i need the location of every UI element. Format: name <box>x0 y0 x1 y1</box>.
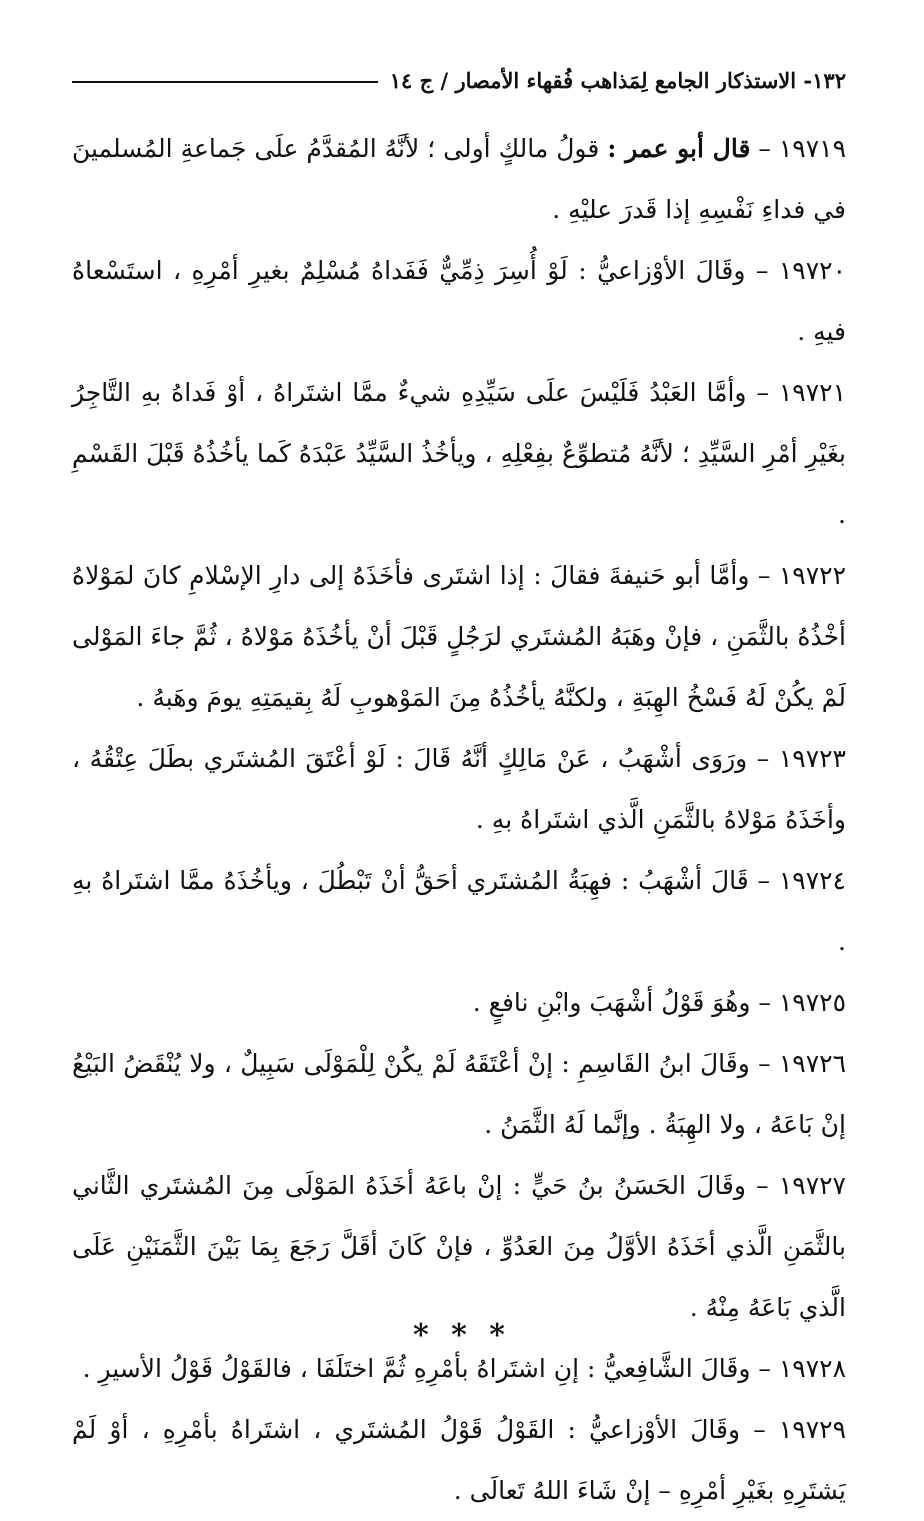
paragraph-number: ١٩٧٢٨ – <box>758 1354 846 1383</box>
paragraph-text: وقَالَ الأوْزاعيُّ : لَوْ أُسِرَ ذِمِّيٌّ فَفَداهُ مُسْلِمٌ بغيرِ أمْرِهِ ، استَسْعاهُ فيهِ . <box>72 256 846 346</box>
paragraph-number: ١٩٧٢٧ – <box>756 1171 846 1200</box>
paragraph-19722 <box>72 545 846 728</box>
paragraph-text: وأمَّا العَبْدُ فَلَيْسَ علَى سَيِّدِهِ شيءٌ ممَّا اشتَراهُ ، أوْ فَداهُ بهِ التَّاجِرُ بغَيْرِ أمْرِ السَّيِّدِ ؛ لأنَّهُ مُتطوِّعٌ بفِعْلِهِ ، ويأخُذُ السَّيِّدُ عَبْدَهُ كَما يأخُذُهُ قَبْلَ القَسْمِ . <box>72 378 846 529</box>
paragraph-19720 <box>72 240 846 362</box>
paragraph-19726 <box>72 1033 846 1155</box>
paragraph-number: ١٩٧٢١ – <box>756 378 846 407</box>
paragraph-19719 <box>72 118 846 240</box>
paragraph-19724 <box>72 850 846 972</box>
paragraph-text: وقَالَ الحَسَنُ بنُ حَيٍّ : إنْ باعَهُ أخَذَهُ المَوْلَى مِنَ المُشتَري الثَّاني بالثَّمَنِ الَّذي أخَذَهُ الأوَّلُ مِنَ العَدُوِّ ، فإنْ كَانَ أقَلَّ رَجَعَ بِمَا بَيْنَ الثَّمَنَيْنِ عَلَى الَّذي بَاعَهُ مِنْهُ . <box>72 1171 846 1322</box>
paragraph-text: وأمَّا أبو حَنيفةَ فقالَ : إذا اشتَرى فأخَذَهُ إلى دارِ الإسْلامِ كانَ لمَوْلاهُ أخْذُهُ بالثَّمَنِ ، فإنْ وهَبَهُ المُشتَري لرَجُلٍ قَبْلَ أنْ يأخُذَهُ مَوْلاهُ ، ثُمَّ جاءَ المَوْلى لَمْ يكُنْ لَهُ فَسْخُ الهِبَةِ ، ولكنَّهُ يأخُذُهُ مِنَ المَوْهوبِ لَهُ بِقيمَتِهِ يومَ وهَبهُ . <box>72 561 846 712</box>
running-header <box>72 60 846 100</box>
paragraph-text: قَالَ أشْهَبُ : فهِبَةُ المُشتَري أحَقُّ أنْ تَبْطُلَ ، ويأخُذَهُ ممَّا اشتَراهُ بهِ . <box>72 866 846 956</box>
paragraph-text: قولُ مالكٍ أولى ؛ لأنَّهُ المُقدَّمُ علَى جَماعةِ المُسلمينَ في فداءِ نَفْسِهِ إذا قَدرَ عليْهِ . <box>72 134 846 224</box>
paragraph-number: ١٩٧٢٠ – <box>755 256 846 285</box>
paragraph-number: ١٩٧٢٩ – <box>753 1415 846 1444</box>
paragraph-number: ١٩٧٢٢ – <box>757 561 846 590</box>
paragraph-text: وقَالَ الشَّافِعيُّ : إنِ اشتَراهُ بأمْرِهِ ثُمَّ اختَلَفَا ، فالقَوْلُ قَوْلُ الأسيرِ . <box>82 1354 751 1383</box>
paragraph-text: ورَوَى أشْهَبُ ، عَنْ مَالِكٍ أنَّهُ قَالَ : لَوْ أعْتَقَ المُشتَري بطَلَ عِتْقُهُ ، وأخَذَهُ مَوْلاهُ بالثَّمَنِ الَّذي اشتَراهُ بهِ . <box>72 744 846 834</box>
paragraph-text: وقَالَ الأوْزاعيُّ : القَوْلُ قَوْلُ المُشتَري ، اشتَراهُ بأمْرِهِ ، أوْ لَمْ يَشتَرِهِ بغَيْرِ أمْرِهِ – إنْ شَاءَ اللهُ تَعالَى . <box>72 1415 846 1505</box>
paragraph-number: ١٩٧١٩ – <box>758 134 847 163</box>
paragraph-19729 <box>72 1399 846 1521</box>
paragraph-speaker: قال أبو عمر : <box>607 134 751 163</box>
paragraph-19725 <box>72 972 846 1033</box>
paragraph-number: ١٩٧٢٥ – <box>758 988 846 1017</box>
paragraph-19727 <box>72 1155 846 1338</box>
header-rule <box>72 81 378 83</box>
paragraph-text: وقَالَ ابنُ القَاسِمِ : إنْ أعْتَقَهُ لَمْ يكُنْ لِلْمَوْلَى سَبِيلٌ ، ولا يُنْقَضُ البَيْعُ إنْ بَاعَهُ ، ولا الهِبَةُ . وإنَّما لَهُ الثَّمَنُ . <box>72 1049 846 1139</box>
paragraph-19723 <box>72 728 846 850</box>
paragraph-19721 <box>72 362 846 545</box>
body-text <box>72 118 846 1521</box>
paragraph-number: ١٩٧٢٣ – <box>756 744 846 773</box>
section-end-asterisks: * * * <box>413 1318 511 1353</box>
paragraph-number: ١٩٧٢٤ – <box>757 866 846 895</box>
header-title: ١٣٢- الاستذكار الجامع لِمَذاهب فُقهاء الأمصار / ج ١٤ <box>389 67 846 93</box>
paragraph-text: وهُوَ قَوْلُ أشْهَبَ وابْنِ نافعٍ . <box>472 988 751 1017</box>
paragraph-number: ١٩٧٢٦ – <box>758 1049 846 1078</box>
